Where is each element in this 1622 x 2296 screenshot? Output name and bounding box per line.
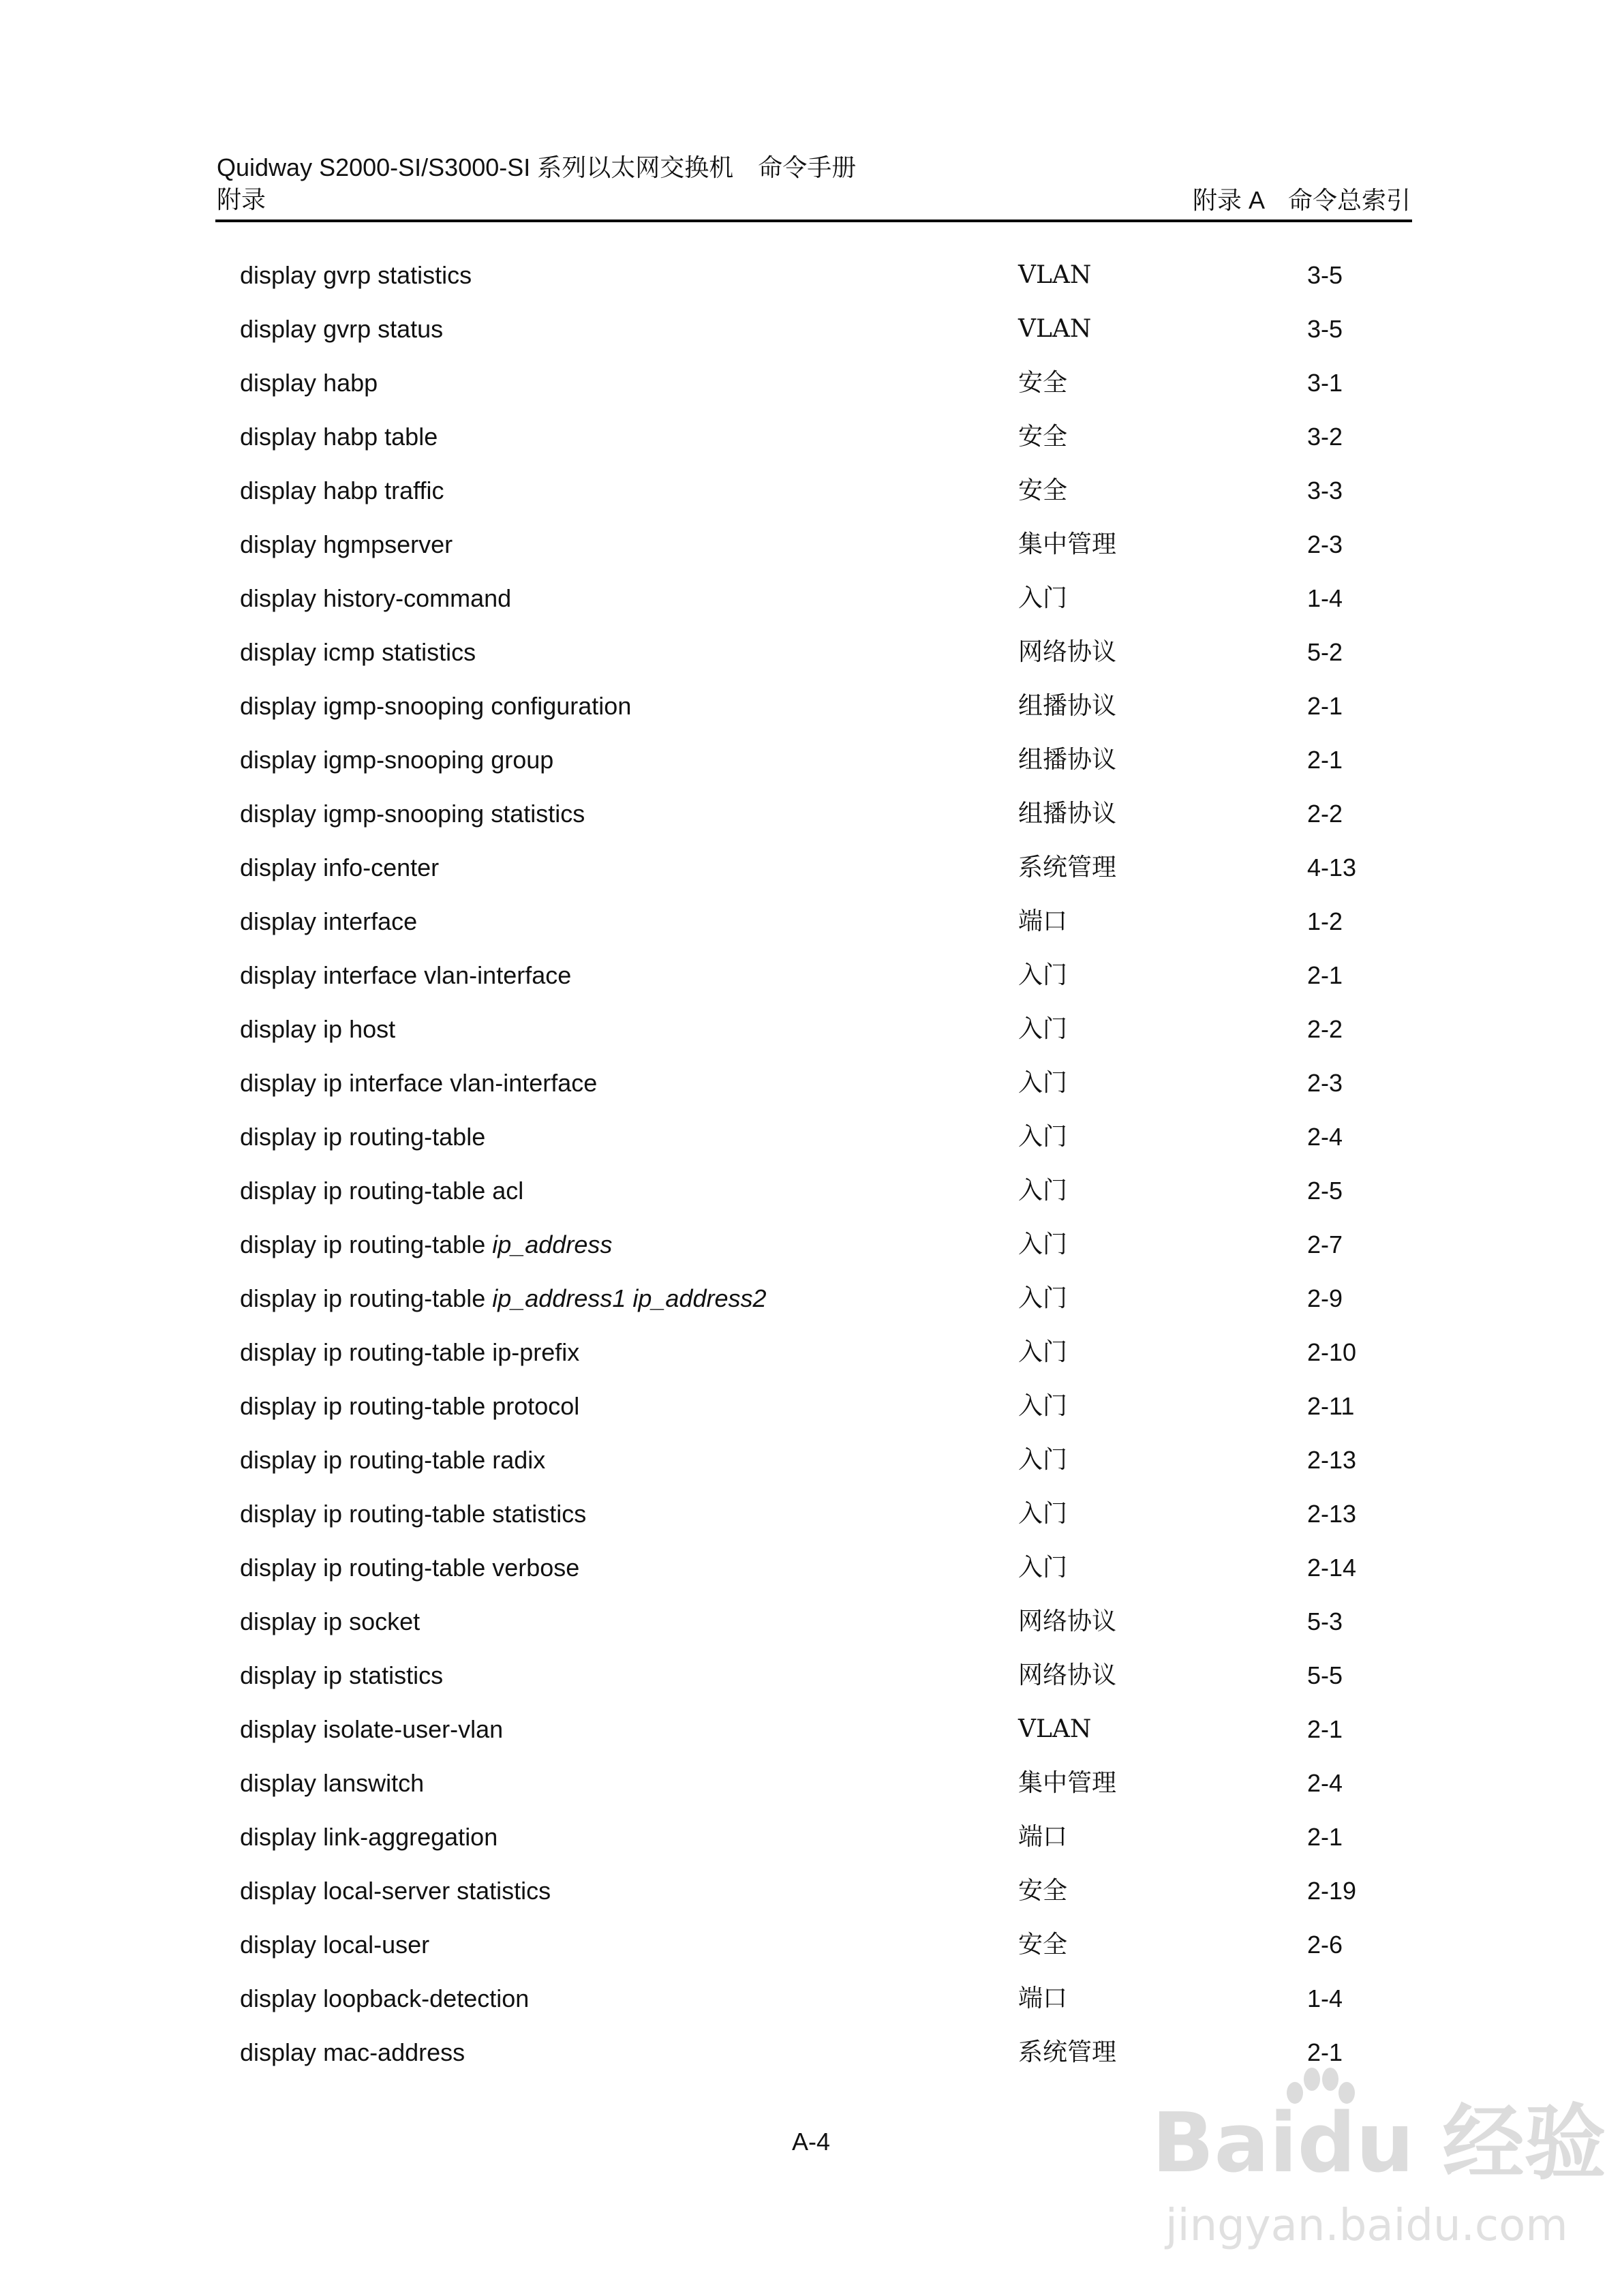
command-category: 入门	[1018, 1500, 1068, 1528]
page-reference: 1-2	[1307, 907, 1343, 935]
command-text: display habp	[240, 369, 378, 397]
command-category: 端口	[1018, 1823, 1068, 1851]
command-category: VLAN	[1018, 261, 1092, 289]
header-title: Quidway S2000-SI/S3000-SI 系列以太网交换机 命令手册	[217, 153, 857, 181]
command-name	[240, 1172, 523, 1210]
command-text: display local-user	[240, 1931, 430, 1959]
command-index-table	[0, 256, 1622, 2087]
command-category: VLAN	[1018, 315, 1092, 343]
page-reference: 2-2	[1307, 1015, 1343, 1043]
command-name	[240, 1980, 529, 2018]
page-reference: 2-19	[1307, 1877, 1357, 1905]
command-name	[240, 1710, 503, 1749]
index-row	[0, 1657, 1622, 1710]
command-category: 入门	[1018, 1177, 1068, 1205]
command-text: display ip statistics	[240, 1661, 444, 1689]
command-category: 入门	[1018, 1554, 1068, 1582]
page-reference: 2-5	[1307, 1177, 1343, 1205]
index-row	[0, 903, 1622, 956]
command-category: 端口	[1018, 1984, 1068, 2012]
index-row	[0, 1064, 1622, 1118]
index-row	[0, 1441, 1622, 1495]
command-text: display ip host	[240, 1015, 396, 1043]
command-text: display igmp-snooping configuration	[240, 692, 632, 720]
command-category: 端口	[1018, 907, 1068, 935]
command-text: display ip routing-table	[240, 1230, 493, 1258]
command-text: display ip routing-table statistics	[240, 1500, 587, 1528]
index-row	[0, 1872, 1622, 1926]
index-row	[0, 687, 1622, 741]
page-reference: 2-7	[1307, 1230, 1343, 1258]
page-reference: 1-4	[1307, 1984, 1343, 2012]
command-text: display icmp statistics	[240, 638, 476, 666]
page-reference: 2-6	[1307, 1931, 1343, 1959]
page-reference: 2-3	[1307, 530, 1343, 558]
command-name	[240, 310, 443, 348]
index-row	[0, 633, 1622, 687]
page-reference: 2-1	[1307, 2038, 1343, 2066]
index-row	[0, 849, 1622, 903]
page-reference: 3-5	[1307, 315, 1343, 343]
command-category: 入门	[1018, 1230, 1068, 1258]
page-reference: 2-13	[1307, 1500, 1357, 1528]
command-text: display igmp-snooping group	[240, 746, 554, 774]
index-row	[0, 1387, 1622, 1441]
command-text: display ip socket	[240, 1607, 420, 1635]
command-name	[240, 1226, 612, 1264]
command-category: 网络协议	[1018, 638, 1117, 666]
command-name	[240, 741, 553, 779]
command-category: 入门	[1018, 1123, 1068, 1151]
command-category: 入门	[1018, 1284, 1068, 1312]
command-text: display loopback-detection	[240, 1984, 530, 2012]
command-category: 组播协议	[1018, 692, 1117, 720]
command-name	[240, 956, 571, 995]
command-text: display local-server statistics	[240, 1877, 551, 1905]
index-row	[0, 526, 1622, 579]
index-row	[0, 1495, 1622, 1549]
command-category: 入门	[1018, 961, 1068, 989]
command-text: display habp traffic	[240, 477, 444, 504]
page-reference: 3-1	[1307, 369, 1343, 397]
command-name	[240, 2034, 465, 2072]
command-text: display habp table	[240, 423, 438, 451]
command-category: 系统管理	[1018, 854, 1117, 881]
command-category: 集中管理	[1018, 1769, 1117, 1797]
command-category: 安全	[1018, 1931, 1068, 1959]
command-text: display ip routing-table radix	[240, 1446, 546, 1474]
index-row	[0, 1226, 1622, 1280]
command-name	[240, 472, 444, 510]
command-name	[240, 1872, 551, 1910]
command-category: 网络协议	[1018, 1661, 1117, 1689]
command-category: 网络协议	[1018, 1607, 1117, 1635]
command-text: display history-command	[240, 584, 512, 612]
index-row	[0, 956, 1622, 1010]
command-name	[240, 1010, 395, 1048]
command-name	[240, 1603, 420, 1641]
index-row	[0, 364, 1622, 418]
command-text: display ip routing-table acl	[240, 1177, 524, 1205]
page-reference: 4-13	[1307, 854, 1357, 881]
command-name	[240, 1764, 424, 1802]
index-row	[0, 472, 1622, 526]
command-name	[240, 795, 585, 833]
command-text: display ip interface vlan-interface	[240, 1069, 598, 1097]
command-text: display ip routing-table verbose	[240, 1554, 580, 1582]
header-chapter: 附录 A 命令总索引	[1192, 186, 1411, 214]
index-row	[0, 1926, 1622, 1980]
page-reference: 5-3	[1307, 1607, 1343, 1635]
command-text: display isolate-user-vlan	[240, 1715, 504, 1743]
command-text: display ip routing-table protocol	[240, 1392, 580, 1420]
command-category: 安全	[1018, 369, 1068, 397]
command-category: 入门	[1018, 1392, 1068, 1420]
command-category: 安全	[1018, 477, 1068, 504]
watermark-logo: Baidu 经验	[1152, 2096, 1606, 2191]
command-text: display interface	[240, 907, 418, 935]
command-name	[240, 1549, 579, 1587]
page-reference: 2-1	[1307, 692, 1343, 720]
command-text: display gvrp statistics	[240, 261, 472, 289]
command-name	[240, 256, 472, 294]
page-reference: 5-5	[1307, 1661, 1343, 1689]
page-reference: 2-9	[1307, 1284, 1343, 1312]
page-reference: 2-4	[1307, 1123, 1343, 1151]
command-text: display mac-address	[240, 2038, 465, 2066]
page-reference: 3-3	[1307, 477, 1343, 504]
index-row	[0, 579, 1622, 633]
command-name	[240, 633, 476, 671]
command-argument: ip_address	[492, 1230, 613, 1258]
page-reference: 2-1	[1307, 1823, 1343, 1851]
command-text: display lanswitch	[240, 1769, 425, 1797]
command-category: 系统管理	[1018, 2038, 1117, 2066]
command-name	[240, 1064, 597, 1102]
index-row	[0, 1603, 1622, 1657]
command-text: display hgmpserver	[240, 530, 453, 558]
page-reference: 2-13	[1307, 1446, 1357, 1474]
index-row	[0, 1710, 1622, 1764]
command-name	[240, 1333, 579, 1372]
header-section: 附录	[217, 186, 266, 214]
page-reference: 1-4	[1307, 584, 1343, 612]
command-category: 组播协议	[1018, 800, 1117, 828]
page-reference: 2-10	[1307, 1338, 1357, 1366]
index-row	[0, 1549, 1622, 1603]
command-category: 安全	[1018, 423, 1068, 451]
page-reference: 5-2	[1307, 638, 1343, 666]
page-reference: 2-3	[1307, 1069, 1343, 1097]
page-reference: 2-11	[1307, 1392, 1355, 1420]
command-category: 入门	[1018, 584, 1068, 612]
command-name	[240, 1818, 498, 1856]
index-row	[0, 795, 1622, 849]
index-row	[0, 418, 1622, 472]
command-category: 入门	[1018, 1015, 1068, 1043]
command-name	[240, 1441, 545, 1479]
command-text: display info-center	[240, 854, 440, 881]
baidu-jingyan-watermark	[1152, 2066, 1606, 2270]
index-row	[0, 741, 1622, 795]
command-category: 入门	[1018, 1338, 1068, 1366]
command-text: display ip routing-table	[240, 1123, 486, 1151]
page-reference: 2-4	[1307, 1769, 1343, 1797]
command-name	[240, 903, 417, 941]
command-name	[240, 687, 631, 725]
command-text: display gvrp status	[240, 315, 444, 343]
command-name	[240, 1657, 443, 1695]
command-name	[240, 1280, 767, 1318]
page-reference: 2-1	[1307, 961, 1343, 989]
page-number: A-4	[791, 2128, 831, 2156]
index-row	[0, 1280, 1622, 1333]
page-reference: 2-14	[1307, 1554, 1357, 1582]
command-name	[240, 364, 378, 402]
index-row	[0, 1010, 1622, 1064]
index-row	[0, 1118, 1622, 1172]
page-reference: 2-1	[1307, 746, 1343, 774]
command-name	[240, 1118, 485, 1156]
command-text: display igmp-snooping statistics	[240, 800, 585, 828]
command-name	[240, 579, 511, 618]
index-row	[0, 1333, 1622, 1387]
watermark-url: jingyan.baidu.com	[1165, 2201, 1568, 2251]
command-name	[240, 1926, 429, 1964]
page-reference: 3-5	[1307, 261, 1343, 289]
command-text: display ip routing-table	[240, 1284, 493, 1312]
command-category: 入门	[1018, 1446, 1068, 1474]
index-row	[0, 1818, 1622, 1872]
command-category: 集中管理	[1018, 530, 1117, 558]
command-name	[240, 1495, 586, 1533]
page-reference: 2-1	[1307, 1715, 1343, 1743]
command-category: 入门	[1018, 1069, 1068, 1097]
index-row	[0, 310, 1622, 364]
command-name	[240, 418, 438, 456]
command-category: 组播协议	[1018, 746, 1117, 774]
command-argument: ip_address1 ip_address2	[492, 1284, 767, 1312]
page-reference: 3-2	[1307, 423, 1343, 451]
command-name	[240, 849, 439, 887]
page-reference: 2-2	[1307, 800, 1343, 828]
command-text: display ip routing-table ip-prefix	[240, 1338, 580, 1366]
index-row	[0, 1980, 1622, 2034]
command-name	[240, 526, 453, 564]
index-row	[0, 1172, 1622, 1226]
header-rule	[215, 220, 1412, 222]
command-text: display interface vlan-interface	[240, 961, 572, 989]
command-text: display link-aggregation	[240, 1823, 498, 1851]
index-row	[0, 256, 1622, 310]
command-category: 安全	[1018, 1877, 1068, 1905]
command-name	[240, 1387, 579, 1425]
index-row	[0, 1764, 1622, 1818]
command-category: VLAN	[1018, 1715, 1092, 1743]
